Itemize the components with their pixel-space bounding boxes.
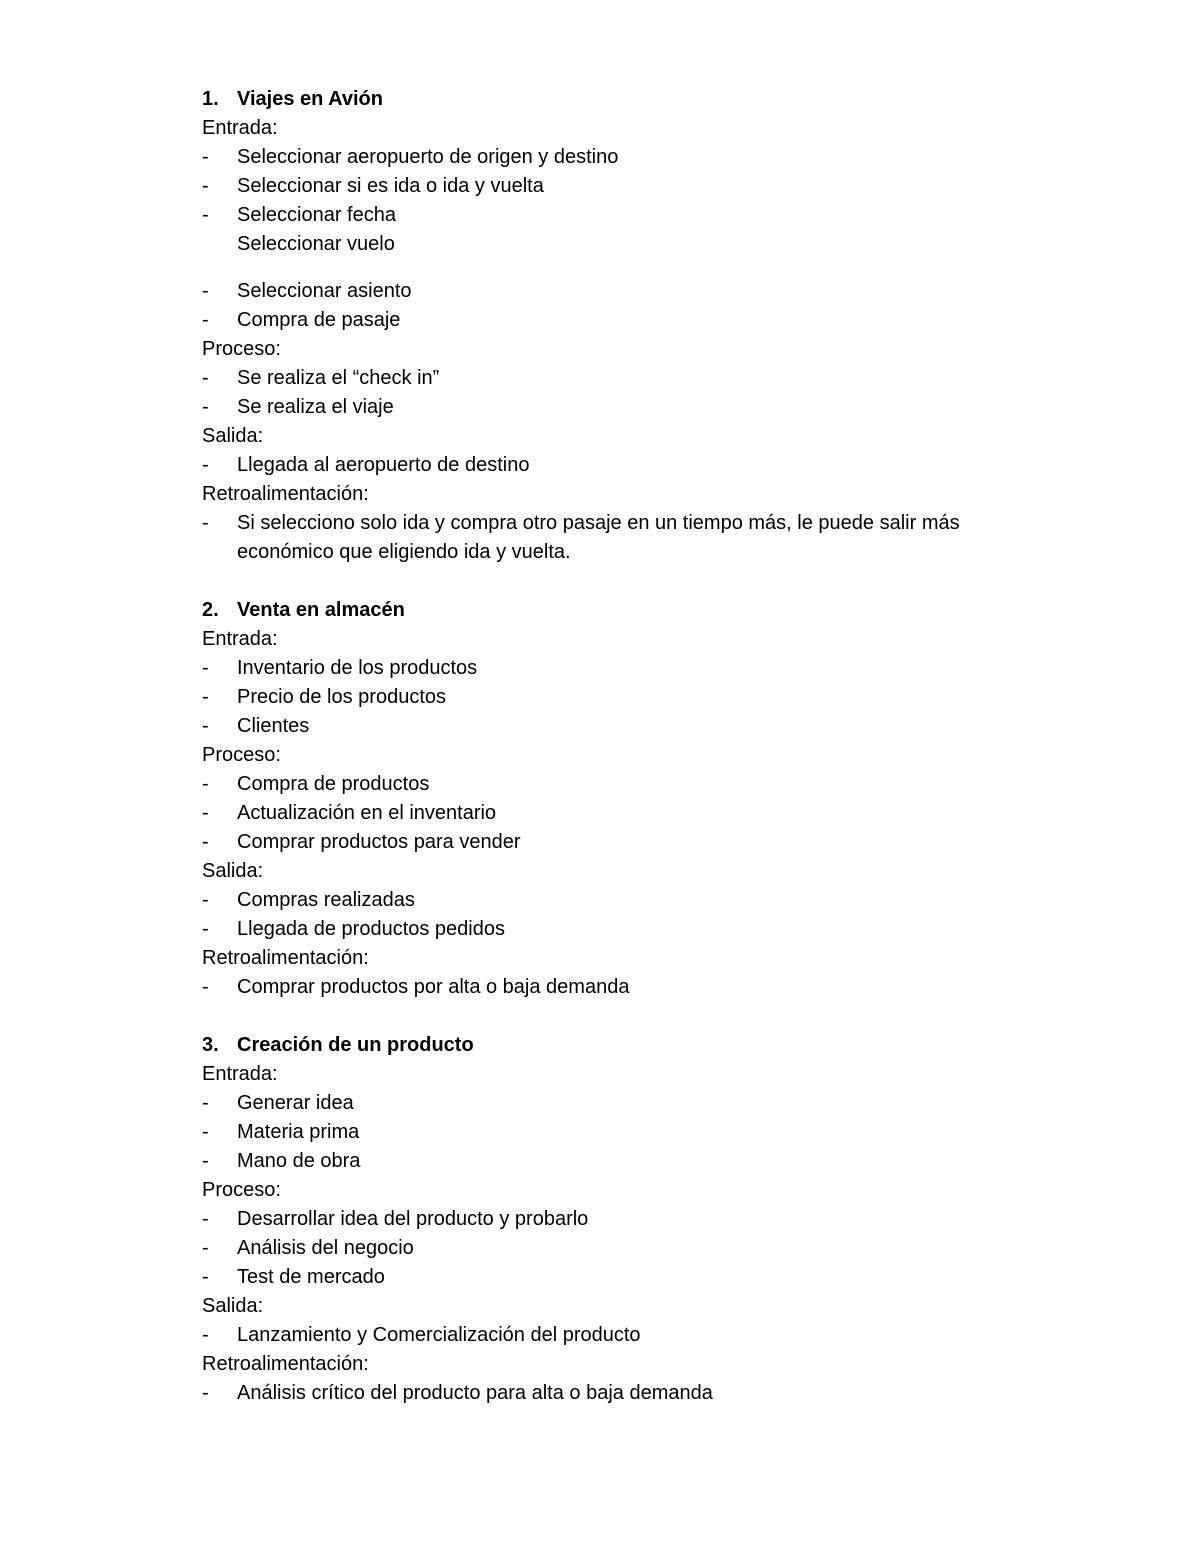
proceso-label: Proceso:: [202, 338, 281, 360]
section-number: 3.: [202, 1034, 219, 1056]
salida-label: Salida:: [202, 425, 264, 447]
bullet-dash: -: [202, 1324, 209, 1346]
list-item: - Análisis crítico del producto para alta o baja demanda: [202, 1379, 1102, 1408]
bullet-dash: -: [202, 1208, 209, 1230]
document-content: [202, 85, 1102, 1408]
bullet-dash: -: [202, 976, 209, 998]
bullet-dash: -: [202, 831, 209, 853]
list-item: - Materia prima: [202, 1118, 1102, 1147]
list-item: - Mano de obra: [202, 1147, 1102, 1176]
entrada-label: Entrada:: [202, 1063, 278, 1085]
section-number: 1.: [202, 88, 219, 110]
bullet-dash: -: [202, 918, 209, 940]
list-item: - Compra de productos: [202, 770, 1102, 799]
bullet-dash: -: [202, 1382, 209, 1404]
list-item: - Análisis del negocio: [202, 1234, 1102, 1263]
list-item: - Desarrollar idea del producto y probarlo: [202, 1205, 1102, 1234]
section-number: 2.: [202, 599, 219, 621]
bullet-dash: -: [202, 1150, 209, 1172]
section-title-text: Viajes en Avión: [237, 88, 383, 110]
bullet-dash: -: [202, 1121, 209, 1143]
list-item: - Comprar productos para vender: [202, 828, 1102, 857]
list-item: - Generar idea: [202, 1089, 1102, 1118]
bullet-dash: -: [202, 175, 209, 197]
list-item: - Seleccionar aeropuerto de origen y destino: [202, 143, 1102, 172]
bullet-dash: -: [202, 454, 209, 476]
bullet-dash: -: [202, 280, 209, 302]
list-item: - Se realiza el “check in”: [202, 364, 1102, 393]
bullet-dash: -: [202, 889, 209, 911]
bullet-dash: -: [202, 204, 209, 226]
salida-label: Salida:: [202, 1295, 264, 1317]
salida-label: Salida:: [202, 860, 264, 882]
list-item: - Seleccionar asiento: [202, 277, 1102, 306]
list-item: - Comprar productos por alta o baja demanda: [202, 973, 1102, 1002]
list-item: - Test de mercado: [202, 1263, 1102, 1292]
section-title-text: Venta en almacén: [237, 599, 405, 621]
bullet-dash: -: [202, 396, 209, 418]
list-item: - Si selecciono solo ida y compra otro pasaje en un tiempo más, le puede salir más: [202, 509, 1102, 538]
list-item: - Precio de los productos: [202, 683, 1102, 712]
retro-label: Retroalimentación:: [202, 947, 369, 969]
bullet-dash: -: [202, 1266, 209, 1288]
bullet-dash: -: [202, 309, 209, 331]
section-title-text: Creación de un producto: [237, 1034, 474, 1056]
bullet-dash: -: [202, 657, 209, 679]
section-title: [202, 596, 1102, 625]
list-item: - Inventario de los productos: [202, 654, 1102, 683]
proceso-label: Proceso:: [202, 1179, 281, 1201]
entrada-label: Entrada:: [202, 117, 278, 139]
section-title: [202, 85, 1102, 114]
retro-label: Retroalimentación:: [202, 1353, 369, 1375]
bullet-dash: -: [202, 1092, 209, 1114]
list-item: - Actualización en el inventario: [202, 799, 1102, 828]
list-item: - Seleccionar fecha: [202, 201, 1102, 230]
section-title: [202, 1031, 1102, 1060]
bullet-dash: -: [202, 715, 209, 737]
list-item: - Compras realizadas: [202, 886, 1102, 915]
retro-label: Retroalimentación:: [202, 483, 369, 505]
bullet-dash: -: [202, 686, 209, 708]
list-item: Seleccionar vuelo: [237, 233, 395, 255]
list-item: - Llegada al aeropuerto de destino: [202, 451, 1102, 480]
list-item: - Se realiza el viaje: [202, 393, 1102, 422]
list-item: - Seleccionar si es ida o ida y vuelta: [202, 172, 1102, 201]
list-item: - Lanzamiento y Comercialización del producto: [202, 1321, 1102, 1350]
list-item: - Llegada de productos pedidos: [202, 915, 1102, 944]
list-item: - Compra de pasaje: [202, 306, 1102, 335]
bullet-dash: -: [202, 802, 209, 824]
bullet-dash: -: [202, 146, 209, 168]
entrada-label: Entrada:: [202, 628, 278, 650]
bullet-dash: -: [202, 773, 209, 795]
list-item: - Clientes: [202, 712, 1102, 741]
list-item-continuation: económico que eligiendo ida y vuelta.: [237, 541, 571, 563]
proceso-label: Proceso:: [202, 744, 281, 766]
bullet-dash: -: [202, 1237, 209, 1259]
bullet-dash: -: [202, 367, 209, 389]
bullet-dash: -: [202, 512, 209, 534]
